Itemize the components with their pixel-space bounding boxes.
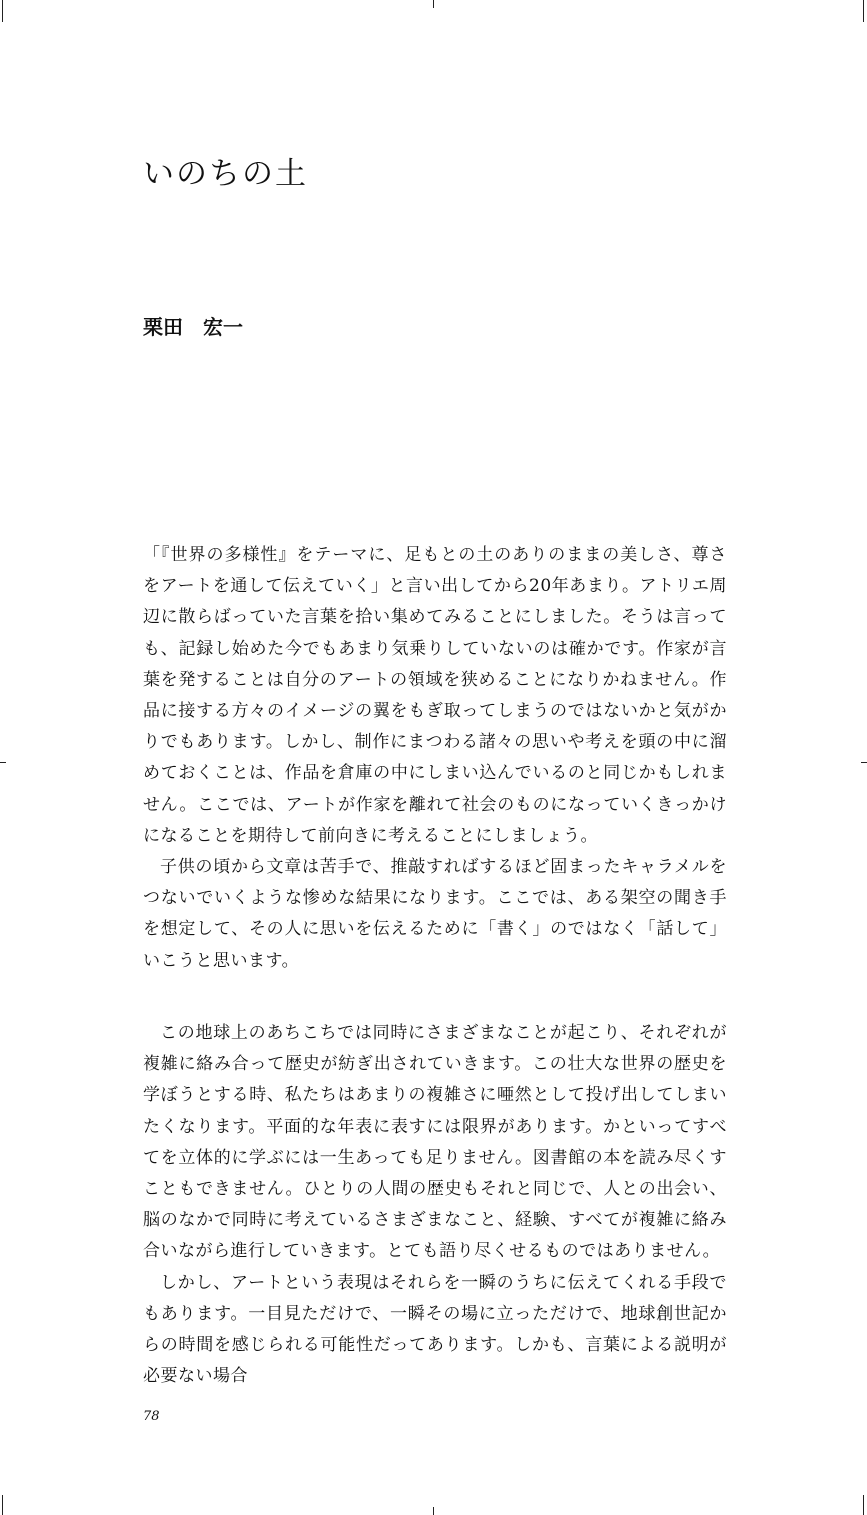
crop-mark-bottom-right <box>863 1495 864 1515</box>
paragraph: 「『世界の多様性』をテーマに、足もとの土のありのままの美しさ、尊さをアートを通して伝えていく」と言い出してから20年あまり。アトリエ周辺に散らばっていた言葉を拾い集めてみることにしました。そうは言っても、記録し始めた今でもあまり気乗りしていないのは確かです。作家が言葉を発することは自分のアートの領域を狭めることになりかねません。作品に接する方々のイメージの翼をもぎ取ってしまうのではないかと気がかりでもあります。しかし、制作にまつわる諸々の思いや考えを頭の中に溜めておくことは、作品を倉庫の中にしまい込んでいるのと同じかもしれません。ここでは、アートが作家を離れて社会のものになっていくきっかけになることを期待して前向きに考えることにしましょう。 <box>143 545 727 846</box>
paragraph: しかし、アートという表現はそれらを一瞬のうちに伝えてくれる手段でもあります。一目見ただけで、一瞬その場に立っただけで、地球創世記からの時間を感じられる可能性だってあります。しかも、言葉による説明が必要ない場合 <box>143 1272 727 1387</box>
author-name: 栗田 宏一 <box>143 315 243 339</box>
paragraph: 子供の頃から文章は苦手で、推敲すればするほど固まったキャラメルをつないでいくような惨めな結果になります。ここでは、ある架空の聞き手を想定して、その人に思いを伝えるために「書く」のではなく「話して」いこうと思います。 <box>143 857 727 971</box>
crop-mark-bottom-center <box>433 1507 434 1515</box>
section-intro <box>143 540 727 977</box>
crop-mark-top-left <box>2 0 3 22</box>
page-title: いのちの土 <box>143 156 308 192</box>
crop-mark-bottom-left <box>2 1495 3 1515</box>
crop-mark-mid-right <box>861 762 867 763</box>
page-number: 78 <box>143 1409 160 1424</box>
paragraph: この地球上のあちこちでは同時にさまざまなことが起こり、それぞれが複雑に絡み合って歴史が紡ぎ出されていきます。この壮大な世界の歴史を学ぼうとする時、私たちはあまりの複雑さに唖然として投げ出してしまいたくなります。平面的な年表に表すには限界があります。かといってすべてを立体的に学ぶには一生あっても足りません。図書館の本を読み尽くすこともできません。ひとりの人間の歴史もそれと同じで、人との出会い、脳のなかで同時に考えているさまざまなこと、経験、すべてが複雑に絡み合いながら進行していきます。とても語り尽くせるものではありません。 <box>143 1023 727 1262</box>
section-history <box>143 1018 727 1392</box>
crop-mark-top-center <box>433 0 434 8</box>
crop-mark-mid-left <box>0 762 6 763</box>
crop-mark-top-right <box>863 0 864 22</box>
